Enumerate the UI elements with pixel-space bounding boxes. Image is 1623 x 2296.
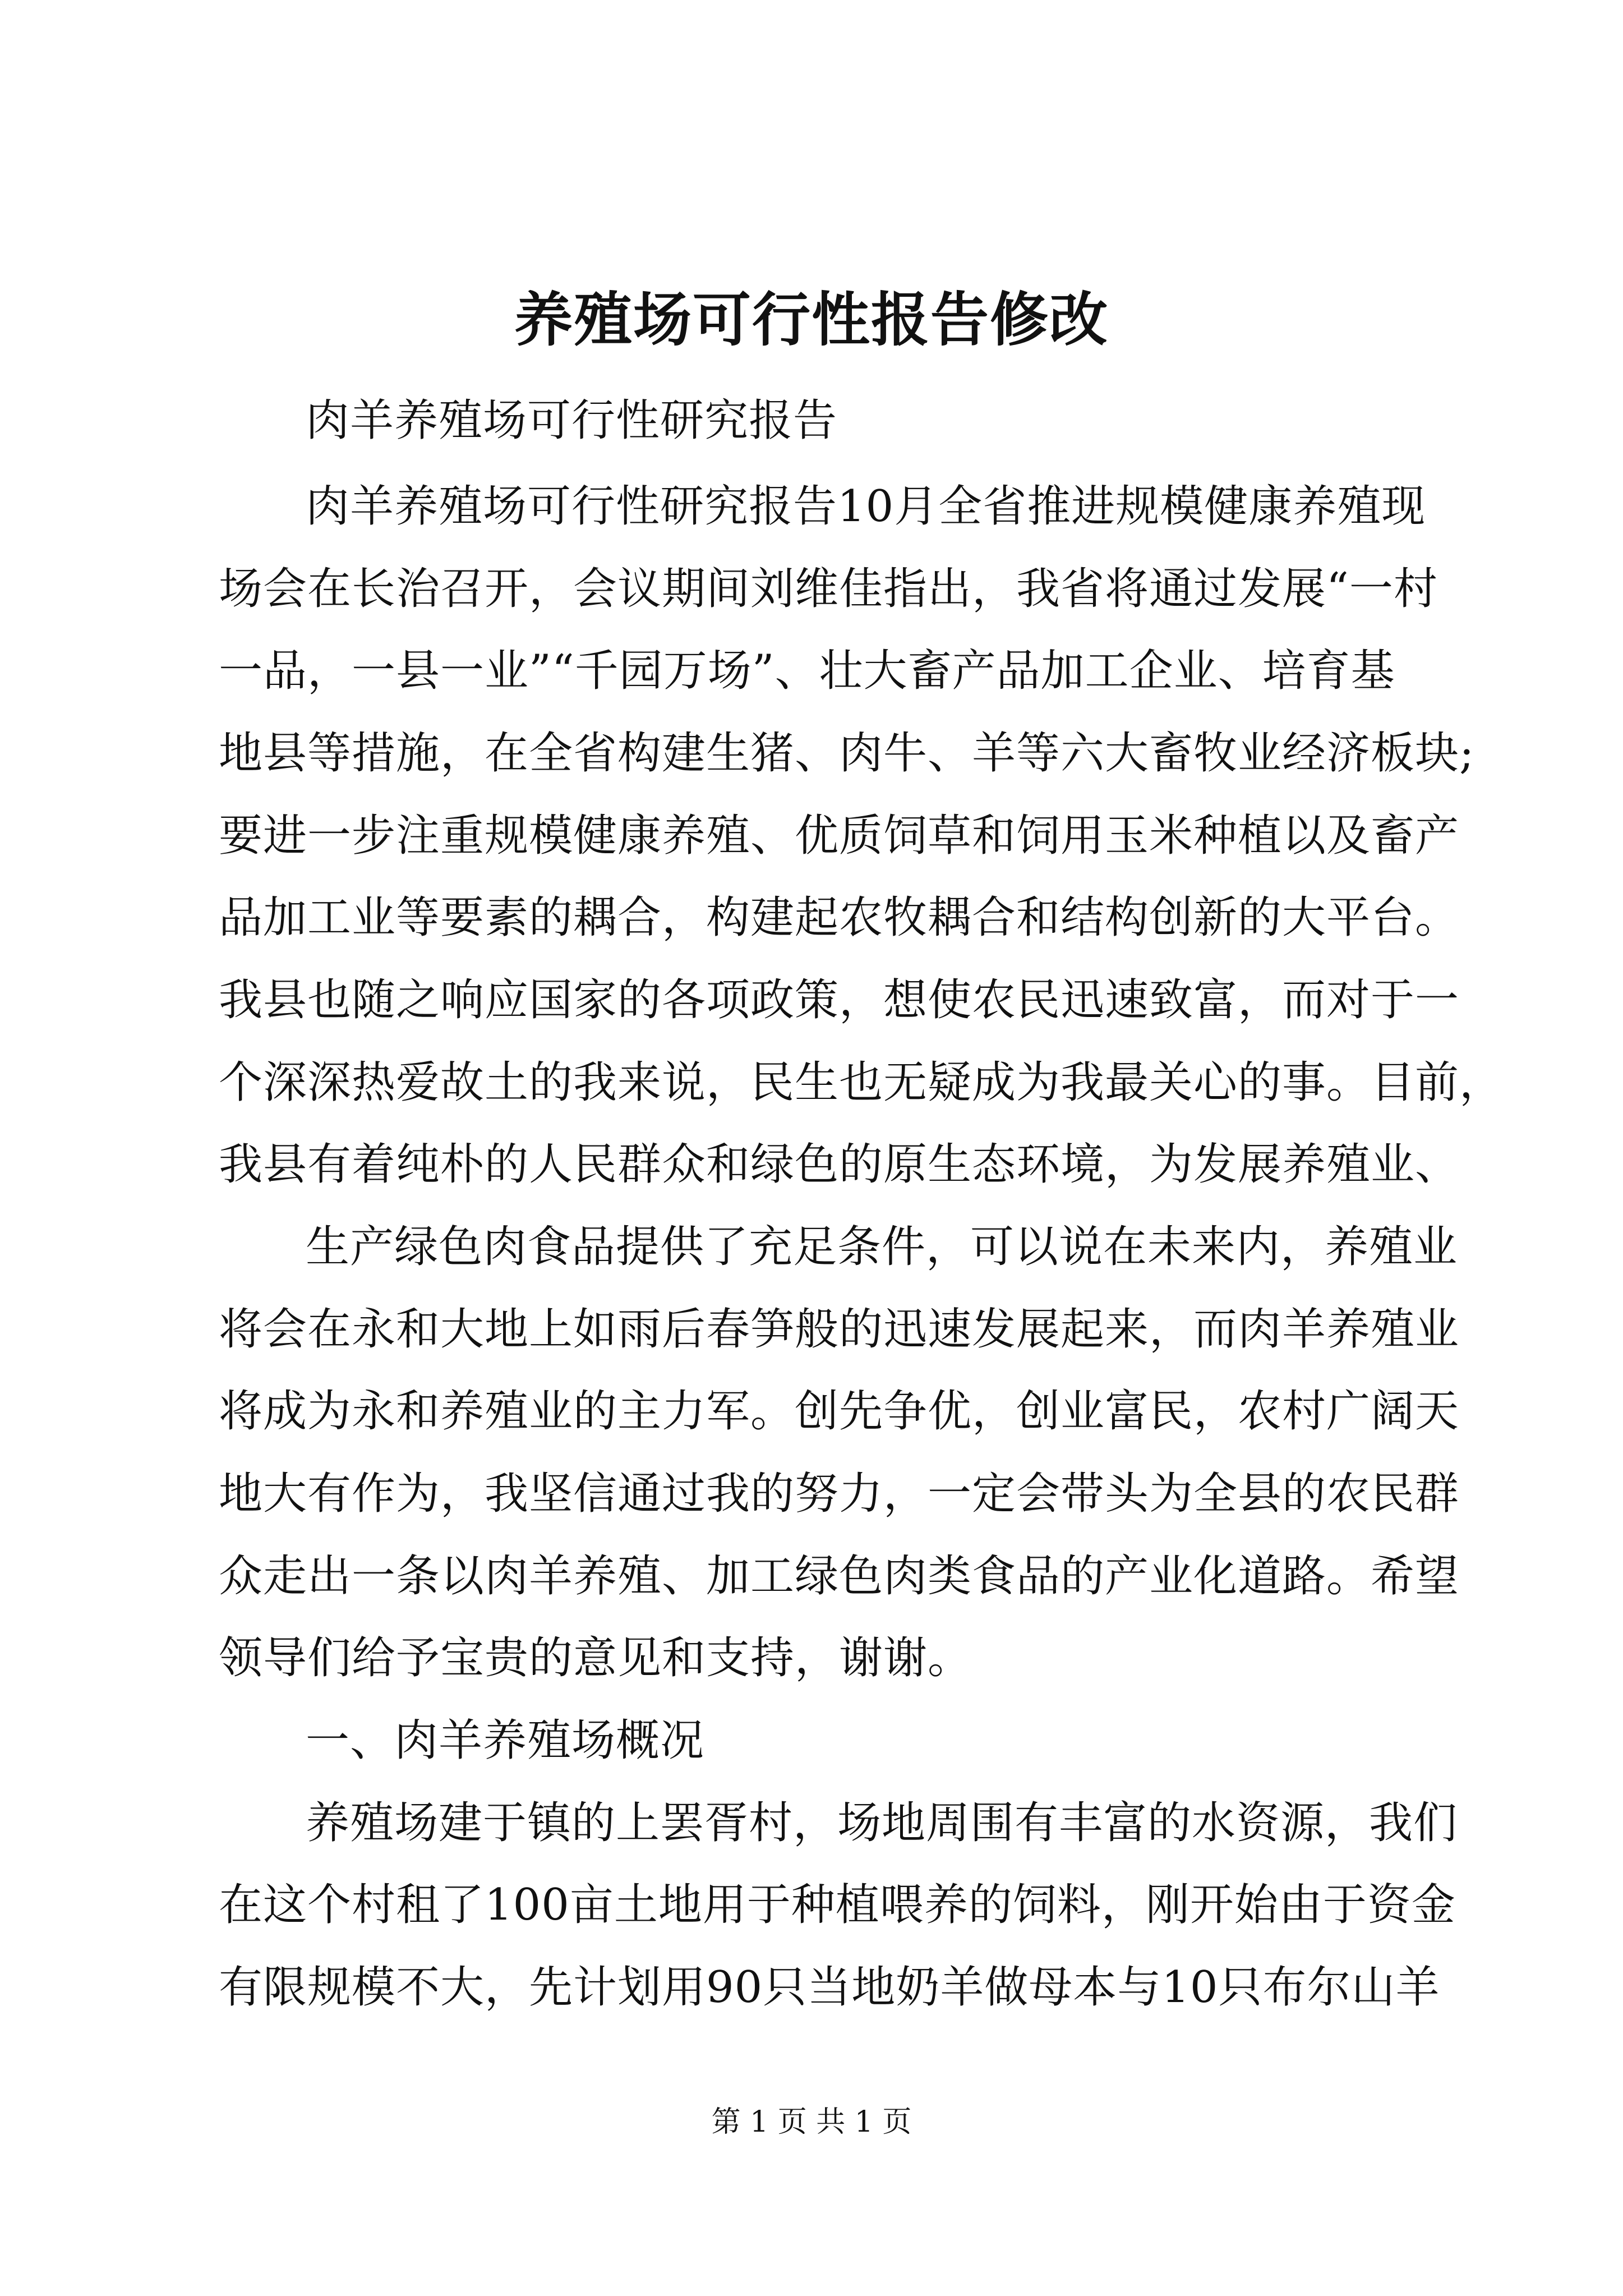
text-line: 领导们给予宝贵的意见和支持，谢谢。	[219, 1633, 972, 1683]
text-line: 一品，一县一业”“千园万场”、壮大畜产品加工企业、培育基	[219, 646, 1395, 696]
text-line: 我县也随之响应国家的各项政策，想使农民迅速致富，而对于一	[219, 975, 1460, 1025]
text-line: 有限规模不大，先计划用90只当地奶羊做母本与10只布尔山羊	[219, 1962, 1440, 2013]
text-line: 个深深热爱故土的我来说，民生也无疑成为我最关心的事。目前，	[219, 1057, 1504, 1108]
text-line: 地县等措施，在全省构建生猪、肉牛、羊等六大畜牧业经济板块;	[219, 728, 1475, 779]
text-line: 将会在永和大地上如雨后春笋般的迅速发展起来，而肉羊养殖业	[219, 1304, 1460, 1355]
text-line: 将成为永和养殖业的主力军。创先争优，创业富民，农村广阔天	[219, 1386, 1460, 1437]
text-line: 众走出一条以肉羊养殖、加工绿色肉类食品的产业化道路。希望	[219, 1551, 1460, 1602]
page-footer: 第 1 页 共 1 页	[711, 2105, 912, 2139]
text-line: 养殖场建于镇的上罢胥村，场地周围有丰富的水资源，我们	[306, 1798, 1458, 1848]
section-heading: 一、肉羊养殖场概况	[306, 1715, 705, 1766]
document-title: 养殖场可行性报告修改	[514, 285, 1109, 354]
text-line: 要进一步注重规模健康养殖、优质饲草和饲用玉米种植以及畜产	[219, 811, 1460, 861]
text-line: 品加工业等要素的耦合，构建起农牧耦合和结构创新的大平台。	[219, 892, 1460, 943]
text-line: 场会在长治召开，会议期间刘维佳指出，我省将通过发展“一村	[219, 564, 1438, 614]
text-line: 肉羊养殖场可行性研究报告10月全省推进规模健康养殖现	[306, 481, 1426, 532]
text-line: 我县有着纯朴的人民群众和绿色的原生态环境，为发展养殖业、	[219, 1139, 1460, 1190]
text-line: 在这个村租了100亩土地用于种植喂养的饲料，刚开始由于资金	[219, 1880, 1456, 1930]
text-line: 肉羊养殖场可行性研究报告	[306, 395, 838, 446]
text-line: 生产绿色肉食品提供了充足条件，可以说在未来内，养殖业	[306, 1222, 1458, 1272]
text-line: 地大有作为，我坚信通过我的努力，一定会带头为全县的农民群	[219, 1469, 1460, 1519]
